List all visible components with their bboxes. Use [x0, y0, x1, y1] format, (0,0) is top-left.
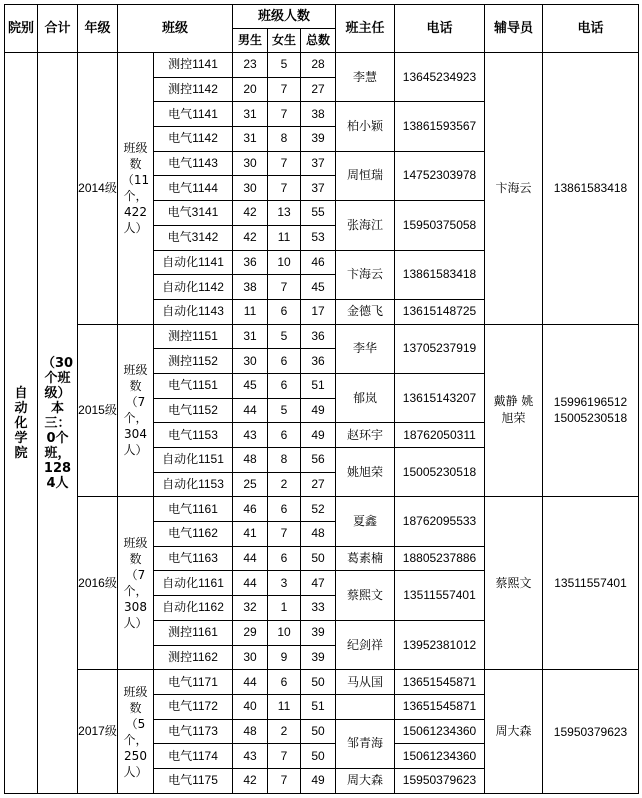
female-count: 6	[268, 423, 301, 448]
header-male: 男生	[233, 29, 268, 53]
head-teacher-phone: 15950379623	[395, 768, 485, 793]
class-name: 自动化1141	[154, 250, 233, 275]
male-count: 31	[233, 127, 268, 152]
male-count: 46	[233, 497, 268, 522]
female-count: 9	[268, 645, 301, 670]
head-teacher-name: 葛素楠	[336, 546, 395, 571]
male-count: 25	[233, 472, 268, 497]
class-count: 班级数（7个，308人）	[123, 536, 148, 631]
male-count: 32	[233, 596, 268, 621]
head-teacher-phone: 13511557401	[395, 571, 485, 620]
male-count: 42	[233, 201, 268, 226]
class-name: 电气1162	[154, 522, 233, 547]
total-count: 50	[301, 719, 336, 744]
class-name: 电气1163	[154, 546, 233, 571]
total-count: 50	[301, 546, 336, 571]
total-count: 39	[301, 620, 336, 645]
male-count: 44	[233, 670, 268, 695]
female-count: 8	[268, 127, 301, 152]
male-count: 29	[233, 620, 268, 645]
total-count: 53	[301, 225, 336, 250]
male-count: 48	[233, 448, 268, 473]
male-count: 44	[233, 546, 268, 571]
total-count: 39	[301, 645, 336, 670]
class-name: 电气1143	[154, 151, 233, 176]
header-female: 女生	[268, 29, 301, 53]
head-teacher-name: 姚旭荣	[336, 448, 395, 497]
female-count: 11	[268, 694, 301, 719]
head-teacher-phone: 13952381012	[395, 620, 485, 669]
header-grade: 年级	[78, 5, 118, 53]
female-count: 10	[268, 250, 301, 275]
male-count: 30	[233, 349, 268, 374]
header-class: 班级	[118, 5, 233, 53]
class-name: 电气1173	[154, 719, 233, 744]
counselor-phone: 15950379623	[553, 724, 628, 739]
head-teacher-phone: 15005230518	[395, 448, 485, 497]
female-count: 6	[268, 546, 301, 571]
class-count-cell	[118, 497, 154, 670]
head-teacher-name: 周大森	[336, 768, 395, 793]
class-count: 班级数（11个，422人）	[121, 141, 150, 236]
male-count: 36	[233, 250, 268, 275]
total-count: 33	[301, 596, 336, 621]
class-name: 电气1153	[154, 423, 233, 448]
head-teacher-phone: 13861583418	[395, 250, 485, 299]
class-roster-table	[4, 4, 639, 794]
table-row	[5, 670, 639, 695]
female-count: 5	[268, 398, 301, 423]
head-teacher-name: 纪剑祥	[336, 620, 395, 669]
total-summary: （30个班级）本三：0个班，1284人	[41, 355, 74, 491]
class-name: 电气1141	[154, 102, 233, 127]
total-count: 37	[301, 151, 336, 176]
female-count: 7	[268, 768, 301, 793]
class-count-cell	[118, 53, 154, 325]
class-name: 电气1151	[154, 373, 233, 398]
total-count: 36	[301, 324, 336, 349]
female-count: 7	[268, 744, 301, 769]
male-count: 40	[233, 694, 268, 719]
header-counselor: 辅导员	[485, 5, 543, 53]
male-count: 48	[233, 719, 268, 744]
head-teacher-name: 周恒瑞	[336, 151, 395, 200]
counselor-cell	[485, 497, 543, 670]
female-count: 7	[268, 151, 301, 176]
counselor-name: 蔡熙文	[495, 575, 532, 590]
female-count: 11	[268, 225, 301, 250]
class-name: 自动化1143	[154, 299, 233, 324]
total-count: 50	[301, 744, 336, 769]
male-count: 43	[233, 744, 268, 769]
class-name: 测控1151	[154, 324, 233, 349]
class-name: 电气1172	[154, 694, 233, 719]
male-count: 43	[233, 423, 268, 448]
total-count: 37	[301, 176, 336, 201]
total-count: 50	[301, 670, 336, 695]
male-count: 30	[233, 151, 268, 176]
male-count: 30	[233, 645, 268, 670]
class-count-cell	[118, 324, 154, 497]
counselor-phone-cell	[543, 324, 639, 497]
class-name: 自动化1153	[154, 472, 233, 497]
male-count: 42	[233, 225, 268, 250]
total-count: 51	[301, 694, 336, 719]
grade-cell: 2017级	[78, 670, 118, 794]
counselor-name: 卞海云	[495, 180, 532, 195]
class-name: 自动化1162	[154, 596, 233, 621]
female-count: 7	[268, 176, 301, 201]
male-count: 11	[233, 299, 268, 324]
male-count: 31	[233, 102, 268, 127]
class-name: 电气1161	[154, 497, 233, 522]
class-name: 测控1152	[154, 349, 233, 374]
male-count: 30	[233, 176, 268, 201]
class-name: 电气3142	[154, 225, 233, 250]
head-teacher-name: 蔡熙文	[336, 571, 395, 620]
table-body	[5, 53, 639, 794]
total-count: 56	[301, 448, 336, 473]
total-count: 48	[301, 522, 336, 547]
female-count: 6	[268, 299, 301, 324]
college-name: 自动化学院	[14, 385, 28, 461]
class-name: 自动化1151	[154, 448, 233, 473]
total-count: 27	[301, 77, 336, 102]
class-name: 电气1171	[154, 670, 233, 695]
female-count: 7	[268, 77, 301, 102]
counselor-cell	[485, 53, 543, 325]
class-name: 电气3141	[154, 201, 233, 226]
male-count: 44	[233, 398, 268, 423]
class-count-cell	[118, 670, 154, 794]
table-row	[5, 324, 639, 349]
total-count: 55	[301, 201, 336, 226]
head-teacher-phone: 15061234360	[395, 744, 485, 769]
head-teacher-phone: 18762050311	[395, 423, 485, 448]
counselor-phone-cell	[543, 670, 639, 794]
female-count: 10	[268, 620, 301, 645]
male-count: 42	[233, 768, 268, 793]
class-name: 自动化1142	[154, 275, 233, 300]
counselor-phone-cell	[543, 497, 639, 670]
head-teacher-name: 邹青海	[336, 719, 395, 768]
table-row	[5, 497, 639, 522]
grade-cell: 2014级	[78, 53, 118, 325]
head-teacher-phone: 13705237919	[395, 324, 485, 373]
total-count: 46	[301, 250, 336, 275]
total-count: 49	[301, 398, 336, 423]
head-teacher-name: 李华	[336, 324, 395, 373]
class-name: 测控1141	[154, 53, 233, 78]
class-name: 自动化1161	[154, 571, 233, 596]
male-count: 44	[233, 571, 268, 596]
head-teacher-phone: 13615148725	[395, 299, 485, 324]
class-name: 电气1142	[154, 127, 233, 152]
counselor-phone: 13861583418	[553, 181, 628, 196]
head-teacher-phone: 13645234923	[395, 53, 485, 102]
class-name: 电气1152	[154, 398, 233, 423]
header-total: 合计	[38, 5, 78, 53]
class-name: 电气1174	[154, 744, 233, 769]
head-teacher-name: 卞海云	[336, 250, 395, 299]
header-counselor-phone: 电话	[543, 5, 639, 53]
counselor-cell	[485, 670, 543, 794]
female-count: 6	[268, 497, 301, 522]
head-teacher-phone: 15950375058	[395, 201, 485, 250]
counselor-phone: 13511557401	[554, 576, 627, 591]
class-name: 测控1142	[154, 77, 233, 102]
total-count: 27	[301, 472, 336, 497]
counselor-name: 周大森	[495, 724, 532, 739]
header-college: 院别	[5, 5, 38, 53]
grade-cell: 2015级	[78, 324, 118, 497]
head-teacher-name: 金德飞	[336, 299, 395, 324]
head-teacher-phone: 13651545871	[395, 694, 485, 719]
total-count: 17	[301, 299, 336, 324]
class-count: 班级数（5个，250人）	[123, 684, 148, 779]
header-class-size: 班级人数	[233, 5, 336, 29]
female-count: 6	[268, 670, 301, 695]
head-teacher-name: 张海江	[336, 201, 395, 250]
total-count: 45	[301, 275, 336, 300]
female-count: 7	[268, 275, 301, 300]
header-total-count: 总数	[301, 29, 336, 53]
head-teacher-name: 李慧	[336, 53, 395, 102]
head-teacher-phone: 18805237886	[395, 546, 485, 571]
header-phone: 电话	[395, 5, 485, 53]
female-count: 2	[268, 719, 301, 744]
female-count: 6	[268, 373, 301, 398]
class-name: 电气1175	[154, 768, 233, 793]
head-teacher-phone: 13615143207	[395, 373, 485, 422]
counselor-phone: 15996196512 15005230518	[553, 395, 628, 426]
female-count: 3	[268, 571, 301, 596]
female-count: 7	[268, 102, 301, 127]
male-count: 45	[233, 373, 268, 398]
head-teacher-phone: 18762095533	[395, 497, 485, 546]
male-count: 31	[233, 324, 268, 349]
male-count: 23	[233, 53, 268, 78]
total-count: 38	[301, 102, 336, 127]
counselor-phone-cell	[543, 53, 639, 325]
head-teacher-phone: 15061234360	[395, 719, 485, 744]
head-teacher-name: 赵环宇	[336, 423, 395, 448]
total-count: 47	[301, 571, 336, 596]
total-count: 52	[301, 497, 336, 522]
grade-cell: 2016级	[78, 497, 118, 670]
head-teacher-name	[336, 694, 395, 719]
female-count: 8	[268, 448, 301, 473]
total-count: 28	[301, 53, 336, 78]
total-count: 36	[301, 349, 336, 374]
header-head-teacher: 班主任	[336, 5, 395, 53]
head-teacher-name: 马从国	[336, 670, 395, 695]
female-count: 1	[268, 596, 301, 621]
female-count: 7	[268, 522, 301, 547]
college-cell	[5, 53, 38, 794]
class-name: 电气1144	[154, 176, 233, 201]
counselor-name: 戴静 姚旭荣	[493, 394, 534, 426]
female-count: 5	[268, 53, 301, 78]
female-count: 13	[268, 201, 301, 226]
total-count: 49	[301, 768, 336, 793]
head-teacher-phone: 14752303978	[395, 151, 485, 200]
head-teacher-name: 夏鑫	[336, 497, 395, 546]
class-count: 班级数（7个，304人）	[123, 363, 148, 458]
class-name: 测控1161	[154, 620, 233, 645]
female-count: 6	[268, 349, 301, 374]
male-count: 38	[233, 275, 268, 300]
total-count: 49	[301, 423, 336, 448]
table-row	[5, 53, 639, 78]
male-count: 20	[233, 77, 268, 102]
head-teacher-name: 柏小颖	[336, 102, 395, 151]
total-summary-cell	[38, 53, 78, 794]
male-count: 41	[233, 522, 268, 547]
head-teacher-phone: 13861593567	[395, 102, 485, 151]
head-teacher-phone: 13651545871	[395, 670, 485, 695]
head-teacher-name: 郁岚	[336, 373, 395, 422]
female-count: 5	[268, 324, 301, 349]
total-count: 51	[301, 373, 336, 398]
counselor-cell	[485, 324, 543, 497]
total-count: 39	[301, 127, 336, 152]
female-count: 2	[268, 472, 301, 497]
class-name: 测控1162	[154, 645, 233, 670]
